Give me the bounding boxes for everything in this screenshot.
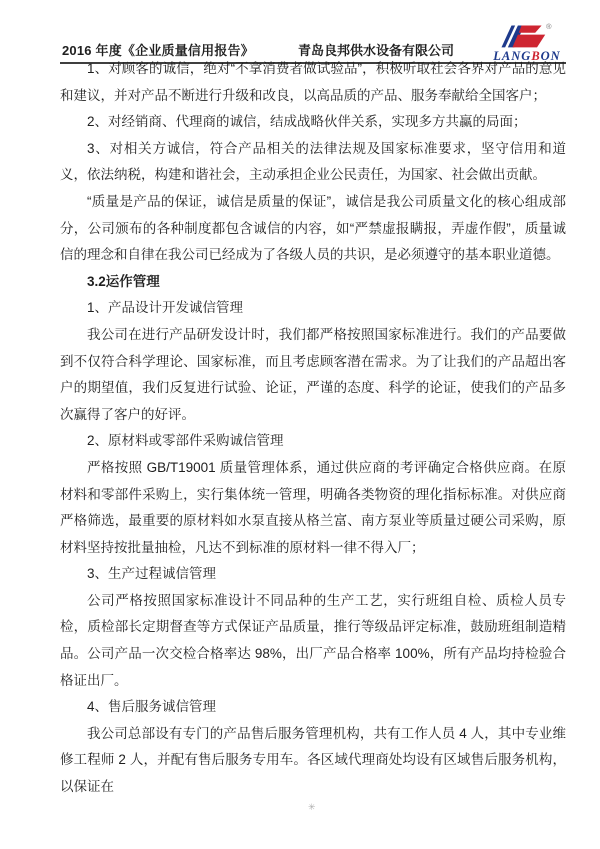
sub-heading-procurement: 2、原材料或零部件采购诚信管理 <box>87 433 284 449</box>
brand-wordmark-left: LANG <box>493 48 532 63</box>
sub-heading-production: 3、生产过程诚信管理 <box>87 566 217 582</box>
paragraph-customer-integrity: 1、对顾客的诚信，绝对“不拿消费者做试验品”，积极听取社会各界对产品的意见和建议，并对产品不断进行升级和改良，以高品质的产品、服务奉献给全国客户； <box>60 61 566 103</box>
paragraph-design-detail: 我公司在进行产品研发设计时，我们都严格按照国家标准进行。我们的产品要做到不仅符合科学理论、国家标准，而且考虑顾客潜在需求。为了让我们的产品超出客户的期望值，我们反复进行试验、论证，严谨的态度、科学的论证，使我们的产品多次赢得了客户的好评。 <box>60 326 566 422</box>
company-name: 青岛良邦供水设备有限公司 <box>297 43 454 58</box>
document-body <box>60 56 566 801</box>
paragraph-quality-culture: “质量是产品的保证，诚信是质量的保证”，诚信是我公司质量文化的核心组成部分，公司颁布的各种制度都包含诚信的内容，如“严禁虚报瞒报，弄虚作假”，质量诚信的理念和自律在我公司已经成为了各级人员的共识，是必须遵守的基本职业道德。 <box>60 193 566 263</box>
sub-heading-design: 1、产品设计开发诚信管理 <box>87 300 244 316</box>
page-artifact-mark: ✳ <box>308 802 316 812</box>
paragraph-dealer-integrity: 2、对经销商、代理商的诚信，结成战略伙伴关系，实现多方共赢的局面； <box>87 114 527 130</box>
brand-wordmark-right: ON <box>540 48 561 63</box>
brand-wordmark-mid: B <box>531 48 541 63</box>
sub-heading-after-sales: 4、售后服务诚信管理 <box>87 699 217 715</box>
paragraph-related-parties: 3、对相关方诚信，符合产品相关的法律法规及国家标准要求，坚守信用和道义，依法纳税，构建和谐社会，主动承担企业公民责任，为国家、社会做出贡献。 <box>60 140 566 183</box>
langbon-b-icon <box>496 20 558 51</box>
paragraph-procurement-detail: 严格按照 GB/T19001 质量管理体系，通过供应商的考评确定合格供应商。在原材料和零部件采购上，实行集体统一管理，明确各类物资的理化指标标准。对供应商严格筛选，最重要的原材料如水泵直接从格兰富、南方泵业等质量过硬公司采购，原材料坚持按批量抽检，凡达不到标准的原材料一律不得入厂； <box>60 459 566 555</box>
paragraph-after-sales-detail: 我公司总部设有专门的产品售后服务管理机构，共有工作人员 4 人，其中专业维修工程师 2 人，并配有售后服务专用车。各区域代理商处均设有区域售后服务机构，以保证在 <box>60 725 566 795</box>
report-title: 2016 年度《企业质量信用报告》 <box>62 43 254 58</box>
section-heading-operations: 3.2运作管理 <box>87 273 160 289</box>
paragraph-production-detail: 公司严格按照国家标准设计不同品种的生产工艺，实行班组自检、质检人员专检，质检部长定期督查等方式保证产品质量，推行等级品评定标准，鼓励班组制造精品。公司产品一次交检合格率达 98%，出厂产品合格率 100%，所有产品均持检验合格证出厂。 <box>60 592 566 688</box>
svg-text:®: ® <box>546 21 552 31</box>
